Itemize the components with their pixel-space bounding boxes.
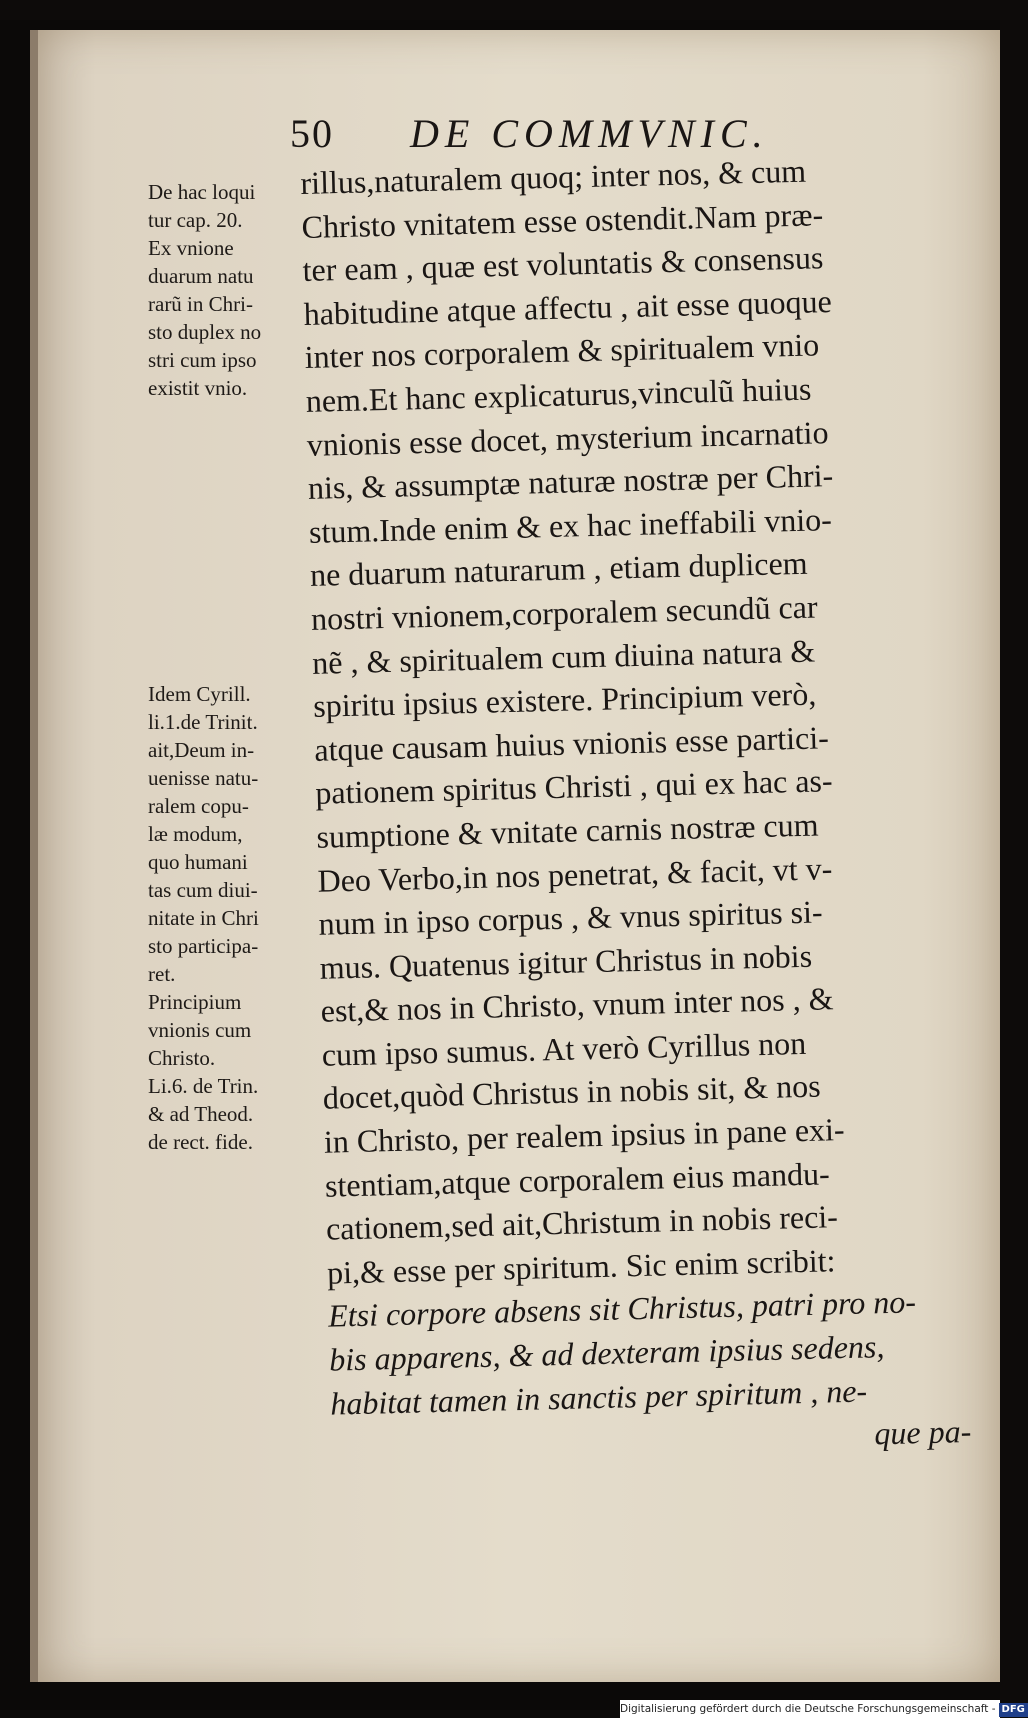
margin-note-line: tur cap. 20. [148, 208, 243, 232]
margin-note-line: ret. [148, 962, 176, 986]
body-line: pationem spiritus Christi , qui ex hac as- [314, 762, 833, 812]
body-line: vnionis esse docet, mysterium incarnatio [306, 413, 829, 463]
margin-note-line: duarum natu [148, 264, 254, 288]
margin-notes-bottom [148, 680, 318, 1156]
body-line: mus. Quatenus igitur Christus in nobis [319, 937, 813, 986]
margin-note-line: sto duplex no [148, 320, 262, 344]
body-line: inter nos corporalem & spiritualem vnio [304, 326, 820, 376]
quotation-line: bis apparens, & ad dexteram ipsius sedens, [328, 1328, 885, 1378]
margin-note-line: stri cum ipso [148, 348, 257, 372]
catchword: que pa- [873, 1413, 972, 1452]
margin-note-line: uenisse natu- [148, 766, 259, 790]
margin-note-line: tas cum diui- [148, 878, 258, 902]
margin-note-line: quo humani [148, 850, 248, 874]
body-line: nem.Et hanc explicaturus,vinculũ huius [305, 370, 812, 419]
body-line: pi,& esse per spiritum. Sic enim scribit: [326, 1242, 836, 1291]
margin-note-line: li.1.de Trinit. [148, 710, 258, 734]
body-line: Deo Verbo,in nos penetrat, & facit, vt v- [317, 849, 833, 899]
body-line: rillus,naturalem quoq; inter nos, & cum [300, 152, 807, 201]
body-text [300, 146, 992, 1470]
margin-note-line: Principium [148, 990, 242, 1014]
margin-note-line: ralem copu- [148, 794, 249, 818]
body-line: nostri vnionem,corporalem secundũ car [310, 588, 818, 637]
margin-note-line: vnionis cum [148, 1018, 252, 1042]
page-number: 50 [290, 111, 334, 156]
body-line: docet,quòd Christus in nobis sit, & nos [322, 1068, 821, 1117]
quotation-line: habitat tamen in sanctis per spiritum , ne- [329, 1372, 868, 1422]
running-title: DE COMMVNIC. [410, 111, 769, 156]
body-line: nis, & assumptæ naturæ nostræ per Chri- [307, 457, 834, 507]
margin-notes-top [148, 178, 318, 402]
body-line: cum ipso sumus. At verò Cyrillus non [321, 1024, 807, 1073]
margin-note-line: de rect. fide. [148, 1130, 253, 1154]
margin-note-line: Christo. [148, 1046, 216, 1070]
body-line: cationem,sed ait,Christum in nobis reci- [325, 1198, 839, 1247]
margin-note-line: & ad Theod. [148, 1102, 254, 1126]
credit-text: Digitalisierung gefördert durch die Deutsche Forschungsgemeinschaft - [620, 1703, 996, 1715]
margin-note-line: De hac loqui [148, 180, 256, 204]
margin-note-line: existit vnio. [148, 376, 248, 400]
body-line: num in ipso corpus , & vnus spiritus si- [318, 893, 823, 942]
margin-note-line: Ex vnione [148, 236, 234, 260]
body-line: nẽ , & spiritualem cum diuina natura & [311, 632, 816, 681]
body-line: ne duarum naturarum , etiam duplicem [309, 545, 808, 594]
margin-note-line: nitate in Chri [148, 906, 259, 930]
margin-note-line: ait,Deum in- [148, 738, 255, 762]
body-line: atque causam huius vnionis esse partici- [313, 718, 830, 768]
digitization-credit [620, 1700, 1025, 1718]
body-line: spiritu ipsius existere. Principium verò, [312, 675, 817, 724]
body-line: ter eam , quæ est voluntatis & consensus [302, 239, 824, 289]
dfg-logo: DFG [999, 1703, 1028, 1717]
margin-note-line: læ modum, [148, 822, 243, 846]
body-line: stentiam,atque corporalem eius mandu- [324, 1155, 831, 1204]
body-line: Christo vnitatem esse ostendit.Nam præ- [301, 195, 824, 245]
margin-note-line: Li.6. de Trin. [148, 1074, 259, 1098]
body-line: in Christo, per realem ipsius in pane exi- [323, 1111, 845, 1160]
body-line: stum.Inde enim & ex hac ineffabili vnio- [308, 500, 833, 550]
margin-note-line: Idem Cyrill. [148, 682, 251, 706]
body-line: habitudine atque affectu , ait esse quoque [303, 282, 833, 332]
body-line: est,& nos in Christo, vnum inter nos , & [320, 980, 834, 1030]
margin-note-line: sto participa- [148, 934, 259, 958]
margin-note-line: rarũ in Chri- [148, 292, 253, 316]
quotation-line: Etsi corpore absens sit Christus, patri pro no- [327, 1283, 917, 1335]
body-line: sumptione & vnitate carnis nostræ cum [316, 806, 819, 855]
